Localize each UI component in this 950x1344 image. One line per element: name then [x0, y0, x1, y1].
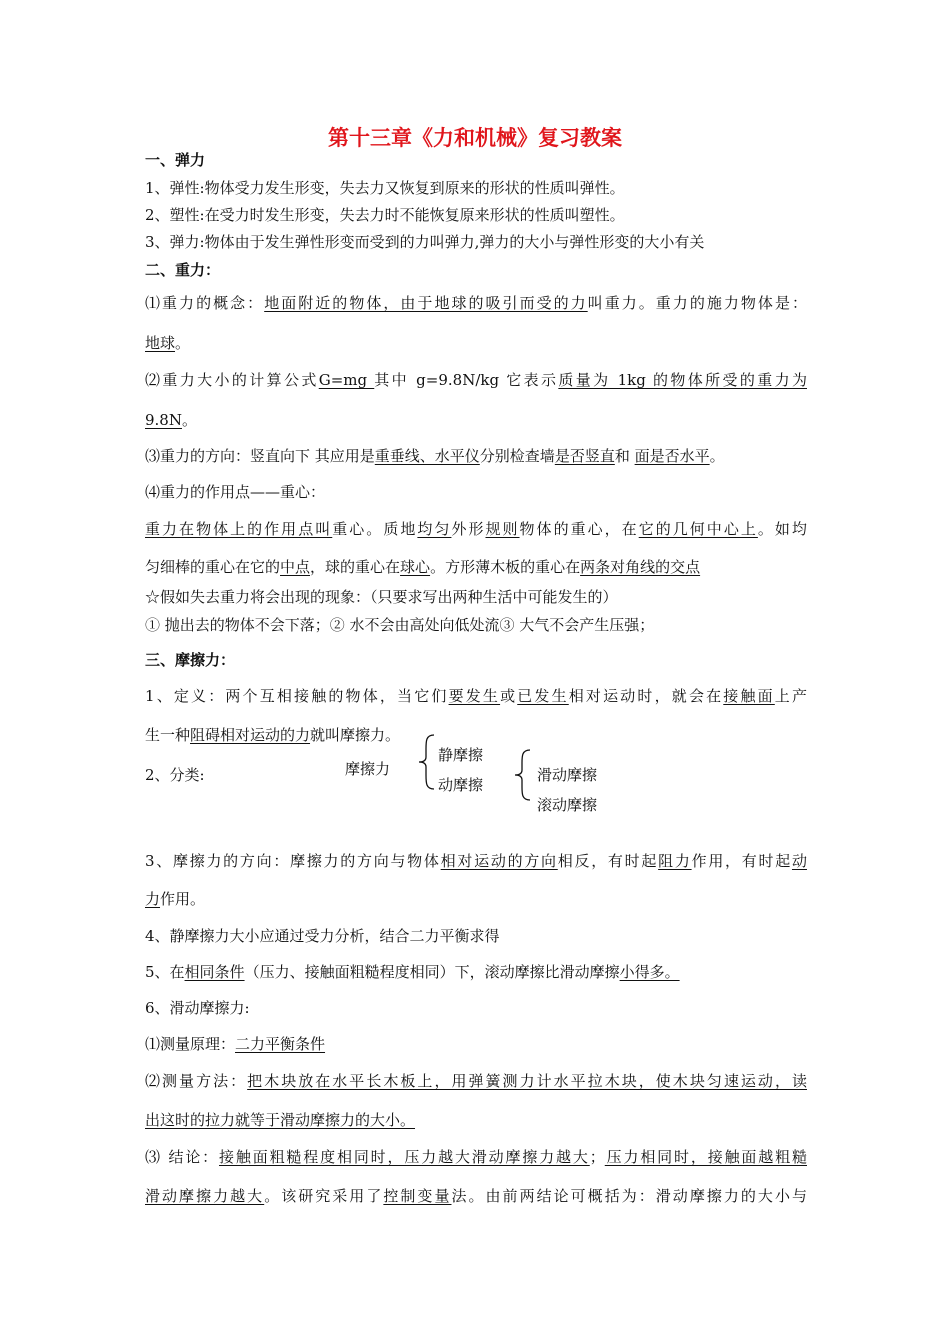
classification-label: 2、分类: — [145, 766, 205, 784]
paragraph-elastic-force: 3、弹力:物体由于发生弹性形变而受到的力叫弹力,弹力的大小与弹性形变的大小有关 — [145, 233, 705, 251]
underlined-answer: 已发生 — [517, 687, 569, 705]
underlined-answer: 质量为 1kg 的物体所受的重力为 — [558, 371, 807, 389]
underlined-answer: 压力相同时，接触面越粗糙 — [604, 1148, 807, 1166]
paragraph-friction-direction-cont: 力作用。 — [145, 890, 206, 908]
paragraph-gravity-formula: ⑵重力大小的计算公式G=mg 其中 g=9.8N/kg 它表示质量为 1kg 的物体所受的重力为 — [145, 371, 807, 389]
classification-root: 摩擦力 — [345, 760, 391, 778]
page-title: 第十三章《力和机械》复习教案 — [328, 126, 622, 150]
paragraph-static-friction: 4、静摩擦力大小应通过受力分析，结合二力平衡求得 — [145, 927, 500, 945]
underlined-answer: 球心 — [400, 558, 431, 576]
underlined-answer: 地面附近的物体，由于地球的吸引而受的力 — [264, 294, 588, 312]
paragraph-rolling-vs-sliding: 5、在相同条件（压力、接触面粗糙程度相同）下，滚动摩擦比滑动摩擦小得多。 — [145, 963, 680, 981]
paragraph-measure-method-cont — [145, 1110, 415, 1130]
underlined-answer: 动 — [791, 852, 807, 870]
underlined-answer: 两条对角线的交点 — [580, 558, 701, 576]
underlined-answer: 均匀 — [417, 520, 452, 538]
paragraph-elasticity: 1、弹性:物体受力发生形变，失去力又恢复到原来的形状的性质叫弹性。 — [145, 179, 625, 197]
underlined-answer: 把木块放在水平长木板上，用弹簧测力计水平拉木块，使木块匀速运动，读 — [247, 1072, 807, 1090]
underlined-answer: 阻碍相对运动的力 — [190, 726, 311, 744]
underlined-answer: 面是否水平 — [634, 447, 710, 465]
paragraph-plasticity: 2、塑性:在受力时发生形变，失去力时不能恢复原来形状的性质叫塑性。 — [145, 206, 625, 224]
underlined-answer: 中点 — [280, 558, 311, 576]
underlined-answer: G=mg — [318, 371, 375, 389]
paragraph-friction-definition: 1、定义：两个互相接触的物体，当它们要发生或已发生相对运动时，就会在接触面上产 — [145, 687, 807, 705]
paragraph-center-examples: 匀细棒的重心在它的中点，球的重心在球心。方形薄木板的重心在两条对角线的交点 — [145, 558, 701, 576]
underlined-answer: 相同条件 — [184, 963, 245, 981]
underlined-answer: 阻力 — [658, 852, 692, 870]
paragraph-measure-principle: ⑴测量原理：二力平衡条件 — [145, 1035, 326, 1053]
underlined-answer: 它的几何中心上 — [638, 520, 758, 538]
underlined-answer: 控制变量 — [383, 1187, 452, 1205]
classification-rolling-friction: 滚动摩擦 — [537, 796, 598, 814]
underlined-answer: 重垂线、水平仪 — [374, 447, 480, 465]
underlined-answer: 小得多。 — [619, 963, 680, 981]
paragraph-measure-method: ⑵测量方法：把木块放在水平长木板上，用弹簧测力计水平拉木块，使木块匀速运动，读 — [145, 1072, 807, 1090]
classification-kinetic-friction: 动摩擦 — [438, 776, 484, 794]
paragraph-gravity-concept: ⑴重力的概念：地面附近的物体，由于地球的吸引而受的力叫重力。重力的施力物体是： — [145, 294, 807, 312]
paragraph-no-gravity-answers: ① 抛出去的物体不会下落；② 水不会由高处向低处流③ 大气不会产生压强； — [145, 616, 655, 634]
section-heading-friction: 三、摩擦力： — [145, 651, 236, 669]
classification-sliding-friction: 滑动摩擦 — [537, 766, 598, 784]
paragraph-center-of-gravity-title: ⑷重力的作用点——重心： — [145, 483, 326, 501]
paragraph-friction-direction: 3、摩擦力的方向：摩擦力的方向与物体相对运动的方向相反，有时起阻力作用，有时起动 — [145, 852, 807, 870]
underlined-answer: 地球 — [145, 334, 176, 352]
underlined-answer: 接触面粗糙程度相同时，压力越大滑动摩擦力越大 — [219, 1148, 590, 1166]
paragraph-conclusion-cont: 滑动摩擦力越大。该研究采用了控制变量法。由前两结论可概括为：滑动摩擦力的大小与 — [145, 1187, 807, 1205]
paragraph-gravity-value: 9.8N。 — [145, 411, 197, 429]
underlined-answer: 重力在物体上的作用点叫 — [145, 520, 333, 538]
underlined-answer: 接触面 — [723, 687, 775, 705]
underlined-answer: 出这时的拉力就等于滑动摩擦力的大小。 — [145, 1111, 416, 1129]
paragraph-gravity-direction: ⑶重力的方向：竖直向下 其应用是重垂线、水平仪分别检查墙是否竖直和 面是否水平。 — [145, 447, 725, 465]
brace-icon — [418, 733, 438, 791]
underlined-answer: 滑动摩擦力越大 — [145, 1187, 265, 1205]
underlined-answer: 要发生 — [448, 687, 501, 705]
paragraph-center-of-gravity: 重力在物体上的作用点叫重心。质地均匀外形规则物体的重心，在它的几何中心上。如均 — [145, 520, 807, 538]
underlined-answer: 力 — [145, 890, 161, 908]
paragraph-no-gravity-question: ☆假如失去重力将会出现的现象：（只要求写出两种生活中可能发生的） — [145, 588, 618, 606]
underlined-answer: 规则 — [485, 520, 520, 538]
paragraph-gravity-source: 地球。 — [145, 334, 191, 352]
paragraph-friction-definition-cont: 生一种阻碍相对运动的力就叫摩擦力。 — [145, 726, 401, 744]
section-heading-gravity: 二、重力： — [145, 261, 221, 279]
classification-static-friction: 静摩擦 — [438, 746, 484, 764]
paragraph-sliding-friction-title: 6、滑动摩擦力: — [145, 999, 250, 1017]
paragraph-conclusion: ⑶ 结论：接触面粗糙程度相同时，压力越大滑动摩擦力越大；压力相同时，接触面越粗糙 — [145, 1148, 807, 1166]
underlined-answer: 二力平衡条件 — [235, 1035, 326, 1053]
brace-icon — [514, 748, 534, 802]
underlined-answer: 是否竖直 — [554, 447, 615, 465]
section-heading-elasticity: 一、弹力 — [145, 151, 206, 169]
underlined-answer: 9.8N — [145, 411, 182, 429]
underlined-answer: 相对运动的方向 — [440, 852, 558, 870]
